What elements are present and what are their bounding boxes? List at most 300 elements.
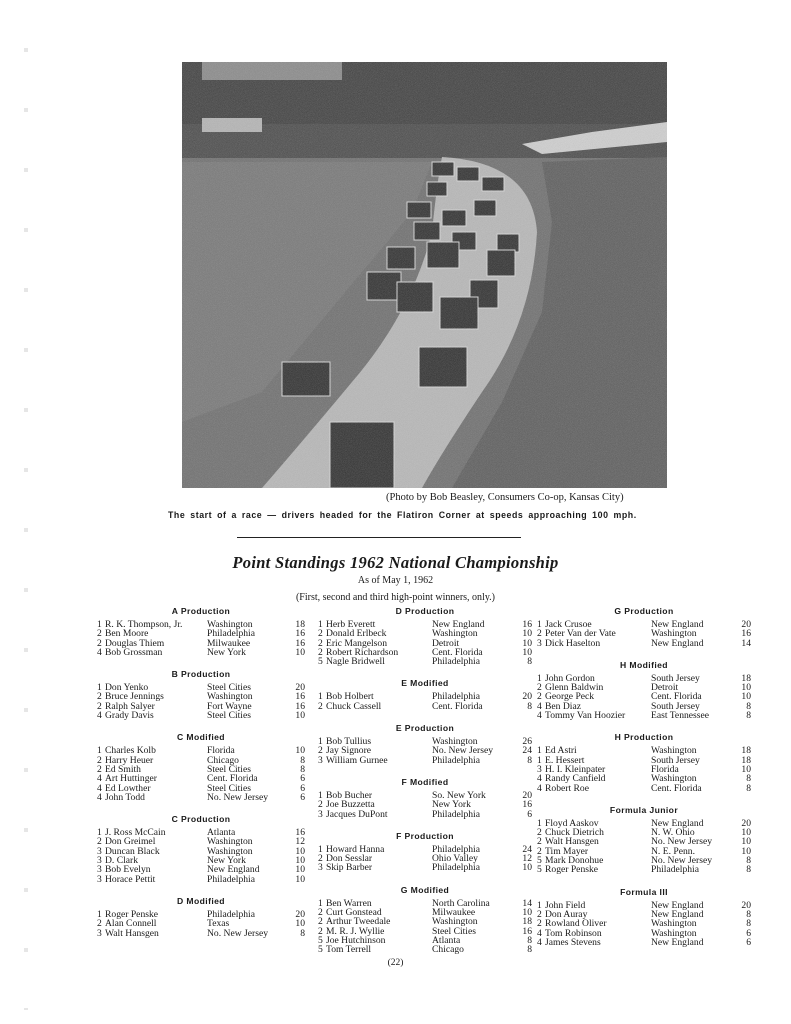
driver-name: Ed Lowther xyxy=(105,783,151,793)
points: 8 xyxy=(527,754,532,766)
driver-name: Ben Diaz xyxy=(545,701,581,712)
region: Steel Cities xyxy=(207,710,251,722)
driver-name: H. I. Kleinpater xyxy=(545,764,606,775)
standings-row xyxy=(537,765,751,774)
category-block xyxy=(318,777,532,819)
region: Atlanta xyxy=(432,934,461,946)
points: 10 xyxy=(741,836,751,848)
region: Philadelphia xyxy=(432,862,480,874)
standings-row xyxy=(537,692,751,701)
standings-row xyxy=(97,765,305,774)
standings-row xyxy=(318,908,532,917)
driver-name: John Field xyxy=(545,900,586,910)
position: 2 xyxy=(318,925,323,937)
region: South Jersey xyxy=(651,700,700,712)
driver-name: Harry Heuer xyxy=(105,755,154,765)
standings-note: (First, second and third high-point winners, only.) xyxy=(295,592,496,603)
points: 8 xyxy=(746,855,751,867)
standings-row xyxy=(318,936,532,945)
category-block xyxy=(318,678,532,711)
region: No. New Jersey xyxy=(207,791,269,803)
points: 14 xyxy=(741,637,751,649)
category-block xyxy=(318,885,532,955)
points: 26 xyxy=(522,736,532,748)
standings-row xyxy=(97,875,305,884)
points: 10 xyxy=(741,691,751,703)
region: Steel Cities xyxy=(207,763,251,775)
position: 2 xyxy=(537,628,542,640)
points: 6 xyxy=(527,808,532,820)
driver-name: John Gordon xyxy=(545,673,595,684)
driver-name: Tommy Van Hoozier xyxy=(545,711,626,721)
region: Philadelphia xyxy=(207,628,255,640)
driver-name: J. Ross McCain xyxy=(105,828,166,838)
points: 8 xyxy=(527,944,532,956)
category-title: D Modified xyxy=(177,895,225,906)
region: Milwaukee xyxy=(207,637,251,649)
category-title: F Modified xyxy=(401,776,449,787)
position: 2 xyxy=(97,700,102,712)
driver-name: George Peck xyxy=(545,692,595,702)
region: East Tennessee xyxy=(651,710,710,722)
driver-name: Walt Hansgen xyxy=(545,837,599,847)
position: 2 xyxy=(318,907,323,919)
driver-name: Glenn Baldwin xyxy=(545,683,604,693)
region: Washington xyxy=(207,836,253,848)
points: 10 xyxy=(295,855,305,867)
standings-row xyxy=(97,639,305,648)
points: 10 xyxy=(522,646,532,658)
region: Washington xyxy=(432,916,478,928)
position: 1 xyxy=(537,754,542,766)
region: Texas xyxy=(207,918,230,930)
region: Washington xyxy=(207,845,253,857)
standings-row xyxy=(97,828,305,837)
region: Philadelphia xyxy=(207,908,255,920)
points: 18 xyxy=(522,916,532,928)
position: 1 xyxy=(97,745,102,757)
region: New England xyxy=(651,619,704,630)
standings-row xyxy=(318,791,532,800)
region: Steel Cities xyxy=(432,925,476,937)
position: 3 xyxy=(97,845,102,857)
driver-name: Charles Kolb xyxy=(105,746,156,756)
points: 16 xyxy=(295,827,305,839)
region: Cent. Florida xyxy=(207,773,258,785)
position: 4 xyxy=(537,927,542,939)
standings-row xyxy=(97,629,305,638)
standings-row xyxy=(537,828,751,837)
driver-name: Bob Bucher xyxy=(326,790,373,801)
points: 16 xyxy=(522,619,532,630)
driver-name: Ed Smith xyxy=(105,764,141,775)
points: 10 xyxy=(741,682,751,694)
position: 2 xyxy=(318,700,323,712)
position: 2 xyxy=(318,745,323,757)
position: 2 xyxy=(537,836,542,848)
driver-name: Robert Roe xyxy=(545,783,589,793)
driver-name: Ben Warren xyxy=(326,898,372,909)
points: 18 xyxy=(741,672,751,684)
points: 10 xyxy=(522,862,532,874)
category-title: H Modified xyxy=(620,659,668,670)
driver-name: Randy Canfield xyxy=(545,774,606,784)
region: Detroit xyxy=(651,682,679,694)
position: 3 xyxy=(537,763,542,775)
standings-row xyxy=(537,774,751,783)
category-title: H Production xyxy=(614,732,674,743)
position: 4 xyxy=(537,773,542,785)
driver-name: Nagle Bridwell xyxy=(326,657,385,667)
region: New York xyxy=(432,799,471,811)
standings-row xyxy=(537,856,751,865)
region: Milwaukee xyxy=(432,907,476,919)
region: Florida xyxy=(651,763,679,775)
standings-column-3 xyxy=(537,606,751,959)
standings-row xyxy=(537,919,751,928)
points: 16 xyxy=(741,628,751,640)
points: 8 xyxy=(527,700,532,712)
position: 2 xyxy=(97,628,102,640)
region: Washington xyxy=(651,927,697,939)
standings-row xyxy=(537,711,751,720)
points: 16 xyxy=(295,700,305,712)
driver-name: Douglas Thiem xyxy=(105,638,165,648)
race-photo-illustration xyxy=(182,62,667,488)
standings-row xyxy=(318,854,532,863)
points: 8 xyxy=(527,934,532,946)
position: 1 xyxy=(318,736,323,748)
driver-name: Tim Mayer xyxy=(545,846,589,857)
region: Washington xyxy=(432,736,478,748)
standings-row xyxy=(537,639,751,648)
category-block xyxy=(318,606,532,666)
points: 16 xyxy=(295,637,305,649)
position: 2 xyxy=(537,918,542,930)
position: 5 xyxy=(537,855,542,867)
position: 1 xyxy=(537,817,542,829)
category-block xyxy=(97,606,305,657)
region: South Jersey xyxy=(651,672,700,684)
position: 1 xyxy=(97,619,102,630)
position: 3 xyxy=(97,864,102,876)
driver-name: Don Auray xyxy=(545,909,588,920)
position: 3 xyxy=(97,855,102,867)
points: 6 xyxy=(746,927,751,939)
points: 18 xyxy=(295,619,305,630)
standings-row xyxy=(318,639,532,648)
position: 5 xyxy=(318,934,323,946)
region: Florida xyxy=(207,745,235,757)
driver-name: Grady Davis xyxy=(105,711,154,721)
standings-row xyxy=(537,702,751,711)
driver-name: John Todd xyxy=(105,792,145,803)
category-block xyxy=(537,887,751,947)
driver-name: Bob Grossman xyxy=(105,647,163,658)
points: 10 xyxy=(295,918,305,930)
points: 10 xyxy=(741,845,751,857)
position: 4 xyxy=(97,791,102,803)
standings-row xyxy=(537,865,751,874)
driver-name: William Gurnee xyxy=(326,755,388,765)
standings-column-2 xyxy=(318,606,532,967)
driver-name: R. K. Thompson, Jr. xyxy=(105,620,183,630)
standings-row xyxy=(97,793,305,802)
points: 8 xyxy=(746,864,751,876)
driver-name: Mark Donohue xyxy=(545,856,604,866)
driver-name: Joe Buzzetta xyxy=(326,800,375,810)
category-block xyxy=(537,732,751,792)
standings-row xyxy=(318,917,532,926)
position: 2 xyxy=(537,845,542,857)
driver-name: Herb Everett xyxy=(326,620,376,630)
category-block xyxy=(97,896,305,938)
driver-name: Jack Crusoe xyxy=(545,620,592,630)
standings-row xyxy=(97,756,305,765)
driver-name: Art Huttinger xyxy=(105,774,157,784)
position: 1 xyxy=(537,672,542,684)
region: New York xyxy=(207,646,246,658)
points: 8 xyxy=(746,918,751,930)
position: 1 xyxy=(537,745,542,757)
region: New England xyxy=(207,864,260,876)
points: 10 xyxy=(522,907,532,919)
standings-row xyxy=(97,774,305,783)
position: 2 xyxy=(537,682,542,694)
category-title: G Modified xyxy=(400,884,450,895)
position: 1 xyxy=(318,789,323,801)
points: 20 xyxy=(522,789,532,801)
section-divider xyxy=(237,537,521,538)
region: New England xyxy=(651,817,704,829)
driver-name: M. R. J. Wyllie xyxy=(326,926,385,936)
points: 10 xyxy=(295,864,305,876)
driver-name: Roger Penske xyxy=(545,865,599,875)
region: Washington xyxy=(651,773,697,785)
driver-name: Tom Terrell xyxy=(326,945,372,955)
standings-row xyxy=(537,819,751,828)
points: 24 xyxy=(522,843,532,855)
position: 2 xyxy=(97,754,102,766)
points: 8 xyxy=(746,908,751,920)
position: 2 xyxy=(537,827,542,839)
region: Philadelphia xyxy=(432,691,480,703)
standings-row xyxy=(97,711,305,720)
position: 1 xyxy=(97,682,102,694)
points: 20 xyxy=(295,908,305,920)
category-title: A Production xyxy=(171,606,231,616)
standings-row xyxy=(318,737,532,746)
points: 20 xyxy=(522,691,532,703)
standings-row xyxy=(97,683,305,692)
region: Cent. Florida xyxy=(651,782,702,794)
points: 18 xyxy=(741,745,751,757)
standings-row xyxy=(537,756,751,765)
position: 1 xyxy=(97,908,102,920)
region: New England xyxy=(651,637,704,649)
points: 10 xyxy=(741,763,751,775)
region: New England xyxy=(651,936,704,948)
region: Washington xyxy=(651,918,697,930)
driver-name: Robert Richardson xyxy=(326,647,399,658)
position: 2 xyxy=(318,853,323,865)
region: Washington xyxy=(207,619,253,630)
region: Washington xyxy=(207,691,253,703)
region: Cent. Florida xyxy=(651,691,702,703)
standings-row xyxy=(318,620,532,629)
region: No. New Jersey xyxy=(432,745,494,757)
standings-row xyxy=(537,910,751,919)
driver-name: Alan Connell xyxy=(105,919,157,929)
standings-row xyxy=(97,929,305,938)
standings-row xyxy=(97,919,305,928)
position: 3 xyxy=(318,808,323,820)
points: 10 xyxy=(295,873,305,885)
region: So. New York xyxy=(432,789,486,801)
driver-name: Eric Mangelson xyxy=(326,638,388,648)
standings-row xyxy=(318,746,532,755)
photo-caption: The start of a race — drivers headed for the Flatiron Corner at speeds approaching 100 mph. xyxy=(168,510,637,520)
points: 8 xyxy=(746,782,751,794)
standings-row xyxy=(537,674,751,683)
scan-margin-marks xyxy=(24,10,28,1010)
position: 4 xyxy=(537,936,542,948)
position: 3 xyxy=(97,927,102,939)
points: 6 xyxy=(300,791,305,803)
as-of-date: As of May 1, 1962 xyxy=(357,575,434,586)
region: No. New Jersey xyxy=(207,927,269,939)
standings-row xyxy=(537,620,751,629)
region: Atlanta xyxy=(207,827,236,839)
region: Steel Cities xyxy=(207,682,251,694)
photo-credit: (Photo by Bob Beasley, Consumers Co-op, Kansas City) xyxy=(386,492,624,503)
points: 16 xyxy=(295,628,305,640)
position: 2 xyxy=(318,646,323,658)
region: Philadelphia xyxy=(651,864,699,876)
standings-row xyxy=(318,845,532,854)
standings-row xyxy=(537,746,751,755)
points: 16 xyxy=(522,925,532,937)
category-block xyxy=(97,732,305,802)
region: New England xyxy=(432,619,485,630)
category-block xyxy=(537,660,751,720)
points: 8 xyxy=(300,754,305,766)
points: 20 xyxy=(295,682,305,694)
standings-row xyxy=(97,910,305,919)
category-title: F Production xyxy=(396,830,454,841)
standings-row xyxy=(318,899,532,908)
standings-row xyxy=(537,847,751,856)
position: 2 xyxy=(97,763,102,775)
driver-name: Don Sesslar xyxy=(326,854,373,864)
points: 8 xyxy=(746,710,751,722)
category-title: E Production xyxy=(395,723,455,734)
driver-name: Don Greimel xyxy=(105,837,156,847)
category-title: C Production xyxy=(171,814,231,825)
position: 2 xyxy=(97,836,102,848)
standings-row xyxy=(318,800,532,809)
standings-row xyxy=(97,837,305,846)
region: Philadelphia xyxy=(207,873,255,885)
position: 1 xyxy=(318,897,323,909)
points: 12 xyxy=(295,836,305,848)
position: 5 xyxy=(318,656,323,668)
position: 2 xyxy=(318,916,323,928)
race-photo xyxy=(182,62,667,488)
driver-name: Duncan Black xyxy=(105,846,160,857)
driver-name: Bob Evelyn xyxy=(105,865,151,875)
category-title: C Modified xyxy=(177,732,225,743)
driver-name: Chuck Dietrich xyxy=(545,828,604,838)
driver-name: Dick Haselton xyxy=(545,638,601,648)
driver-name: Tom Robinson xyxy=(545,928,602,938)
points: 8 xyxy=(527,656,532,668)
driver-name: Bob Tullius xyxy=(326,737,372,747)
region: N. E. Penn. xyxy=(651,845,695,857)
points: 12 xyxy=(522,853,532,865)
driver-name: Howard Hanna xyxy=(326,844,385,855)
position: 4 xyxy=(97,782,102,794)
position: 1 xyxy=(318,843,323,855)
points: 10 xyxy=(522,628,532,640)
driver-name: Donald Erlbeck xyxy=(326,629,387,639)
position: 2 xyxy=(537,691,542,703)
region: Washington xyxy=(651,628,697,640)
driver-name: Peter Van der Vate xyxy=(545,629,616,639)
standings-row xyxy=(97,865,305,874)
position: 4 xyxy=(537,710,542,722)
driver-name: James Stevens xyxy=(545,937,601,948)
region: Philadelphia xyxy=(432,808,480,820)
standings-row xyxy=(97,856,305,865)
region: Ohio Valley xyxy=(432,853,478,865)
region: Cent. Florida xyxy=(432,646,483,658)
points: 10 xyxy=(741,827,751,839)
points: 18 xyxy=(741,754,751,766)
standings-row xyxy=(97,784,305,793)
region: North Carolina xyxy=(432,897,490,909)
region: No. New Jersey xyxy=(651,836,713,848)
standings-row xyxy=(318,702,532,711)
points: 24 xyxy=(522,745,532,757)
position: 1 xyxy=(318,619,323,630)
region: Chicago xyxy=(432,944,464,956)
standings-row xyxy=(97,746,305,755)
standings-row xyxy=(318,863,532,872)
position: 2 xyxy=(318,637,323,649)
region: Philadelphia xyxy=(432,843,480,855)
position: 1 xyxy=(97,827,102,839)
position: 4 xyxy=(97,646,102,658)
position: 4 xyxy=(97,773,102,785)
points: 10 xyxy=(522,637,532,649)
region: N. W. Ohio xyxy=(651,827,695,839)
driver-name: Jacques DuPont xyxy=(326,809,388,819)
driver-name: Jay Signore xyxy=(326,746,372,756)
standings-row xyxy=(318,648,532,657)
driver-name: Walt Hansgen xyxy=(105,928,159,938)
standings-column-1 xyxy=(97,606,305,950)
standings-row xyxy=(537,629,751,638)
region: New York xyxy=(207,855,246,867)
points: 8 xyxy=(746,700,751,712)
driver-name: Don Yenko xyxy=(105,683,149,693)
points: 10 xyxy=(295,710,305,722)
driver-name: Joe Hutchinson xyxy=(326,935,386,946)
points: 6 xyxy=(746,936,751,948)
standings-row xyxy=(97,702,305,711)
driver-name: Curt Gonstead xyxy=(326,908,382,918)
